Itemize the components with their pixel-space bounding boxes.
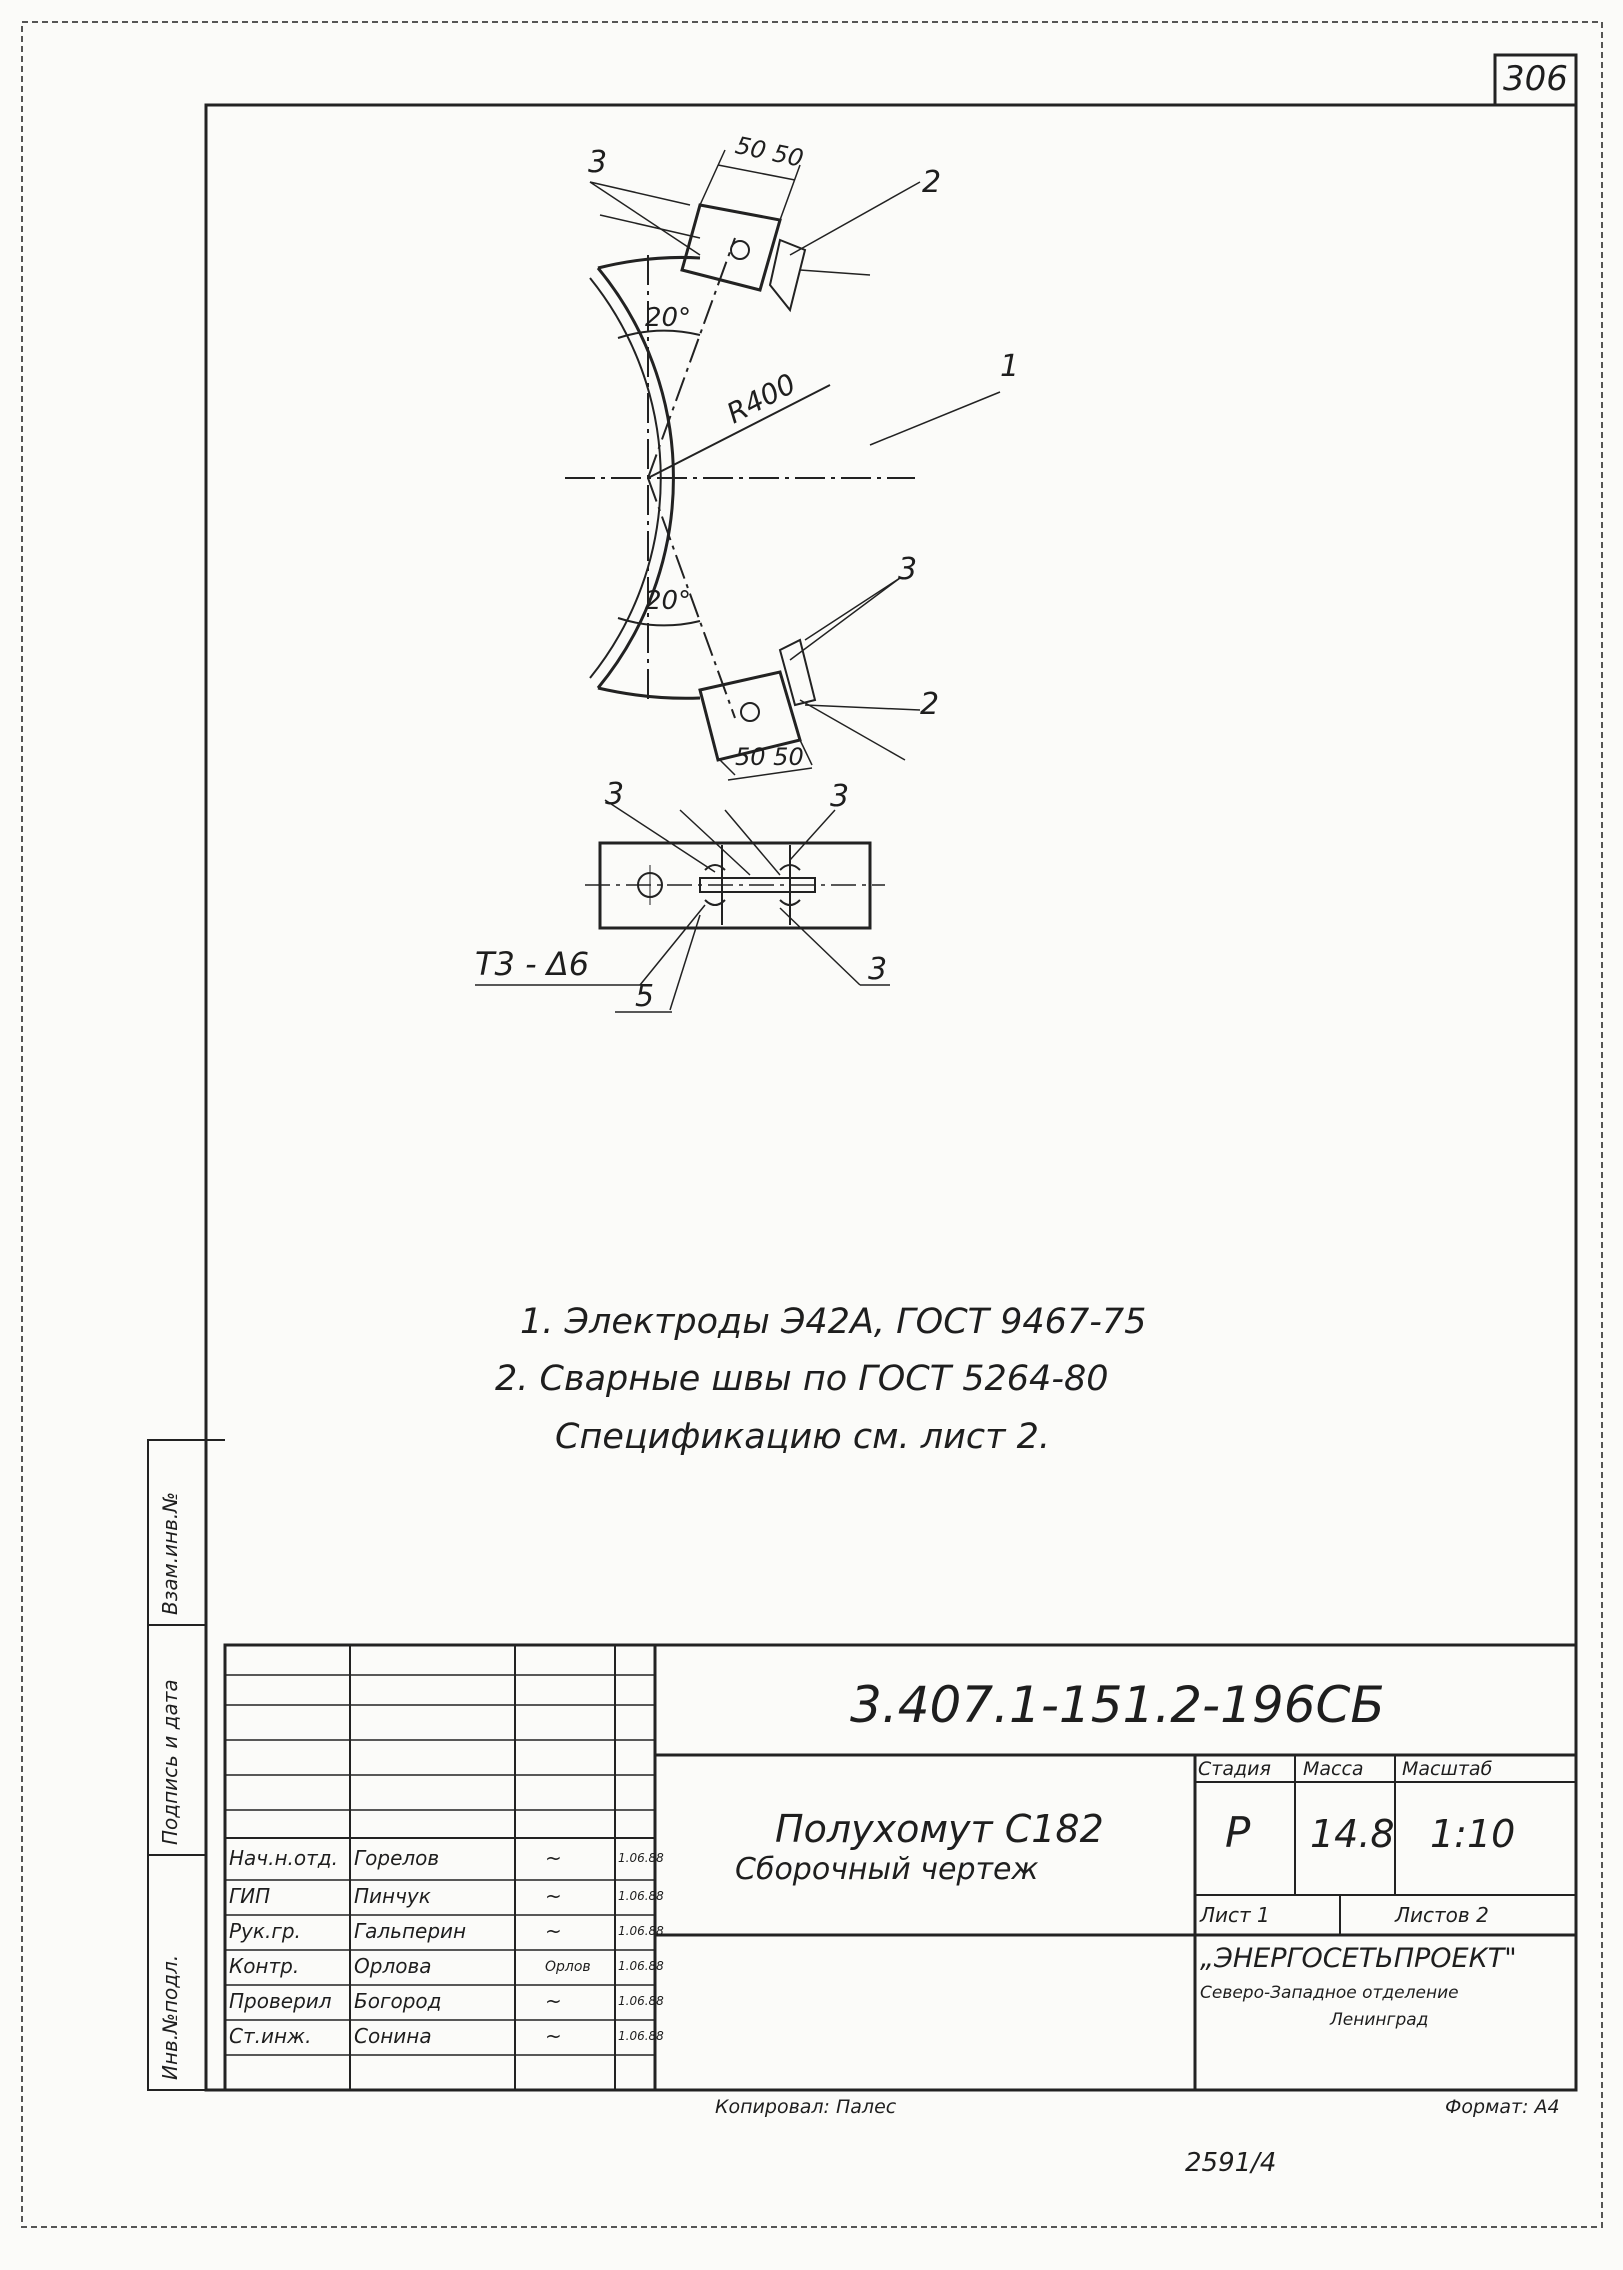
sig-name: Сонина [354, 2024, 432, 2048]
stamp-replacement-inv: Взам.инв.№ [158, 1491, 182, 1615]
note-1: 1. Электроды Э42А, ГОСТ 9467-75 [520, 1302, 1147, 1342]
sig-name: Орлова [354, 1954, 432, 1978]
sig-date: 1.06.88 [618, 1889, 664, 1903]
callout-3-detail-bottom: 3 [868, 952, 888, 987]
dimension-bottom: 50 50 [735, 743, 804, 771]
sig-role: Нач.н.отд. [229, 1846, 338, 1870]
mass-value: 14.8 [1310, 1812, 1395, 1856]
sig-date: 1.06.88 [618, 2029, 664, 2043]
copied-by: Копировал: Палес [715, 2096, 897, 2118]
drawing-subtitle: Сборочный чертеж [735, 1852, 1039, 1887]
sig-sign: ~ [545, 1884, 562, 1908]
weld-symbol-label: Т3 - Δ6 [475, 945, 590, 983]
sig-date: 1.06.88 [618, 1959, 664, 1973]
sig-role: Ст.инж. [229, 2024, 312, 2048]
stage-value: Р [1225, 1808, 1251, 1857]
angle-bottom-label: 20° [645, 586, 692, 616]
sig-sign: ~ [545, 2024, 562, 2048]
callout-3-detail-right: 3 [830, 779, 850, 814]
sig-role: ГИП [229, 1884, 271, 1908]
callout-3-top-left: 3 [588, 145, 608, 180]
scale-value: 1:10 [1430, 1812, 1516, 1856]
sheet-label: Лист 1 [1200, 1903, 1270, 1927]
inner-frame [206, 105, 1576, 2090]
organization-city: Ленинград [1330, 2010, 1429, 2030]
sig-role: Проверил [229, 1989, 332, 2013]
sheets-total-label: Листов 2 [1395, 1903, 1489, 1927]
organization-branch: Северо-Западное отделение [1200, 1983, 1459, 2003]
document-code: 3.407.1-151.2-196СБ [850, 1676, 1385, 1734]
note-2: 2. Сварные швы по ГОСТ 5264-80 [495, 1359, 1109, 1399]
callout-2-bottom: 2 [920, 687, 940, 722]
callout-part-1: 1 [1000, 349, 1020, 384]
organization-name: „ЭНЕРГОСЕТЬПРОЕКТ" [1200, 1943, 1517, 1974]
sig-date: 1.06.88 [618, 1851, 664, 1865]
stamp-original-inv: Инв.№подл. [158, 1954, 182, 2080]
drawing-title: Полухомут С182 [775, 1807, 1104, 1851]
sig-sign: ~ [545, 1919, 562, 1943]
scale-header: Масштаб [1402, 1758, 1493, 1780]
callout-5: 5 [635, 979, 655, 1014]
sig-sign: ~ [545, 1846, 562, 1870]
sig-date: 1.06.88 [618, 1994, 664, 2008]
sig-role: Рук.гр. [229, 1919, 301, 1943]
note-3: Спецификацию см. лист 2. [555, 1417, 1051, 1457]
archive-number: 2591/4 [1185, 2148, 1277, 2178]
sig-sign: ~ [545, 1989, 562, 2013]
sig-name: Богород [354, 1989, 442, 2013]
sheet-format: Формат: А4 [1445, 2096, 1560, 2118]
mass-header: Масса [1303, 1758, 1364, 1780]
sig-name: Горелов [354, 1846, 440, 1870]
sig-name: Гальперин [354, 1919, 467, 1943]
sig-role: Контр. [229, 1954, 300, 1978]
half-clamp-drawing [565, 145, 1000, 780]
callout-3-mid-right: 3 [898, 552, 918, 587]
angle-top-label: 20° [645, 303, 692, 333]
stage-header: Стадия [1198, 1758, 1271, 1780]
sheet-number: 306 [1503, 59, 1568, 99]
sig-sign: Орлов [545, 1959, 591, 1975]
callout-3-detail-left: 3 [605, 777, 625, 812]
callout-2-top: 2 [922, 165, 942, 200]
stamp-signature-date: Подпись и дата [158, 1679, 182, 1845]
dimension-top: 50 50 [732, 131, 806, 173]
sig-name: Пинчук [354, 1884, 431, 1908]
sig-date: 1.06.88 [618, 1924, 664, 1938]
radius-label: R400 [721, 366, 802, 431]
